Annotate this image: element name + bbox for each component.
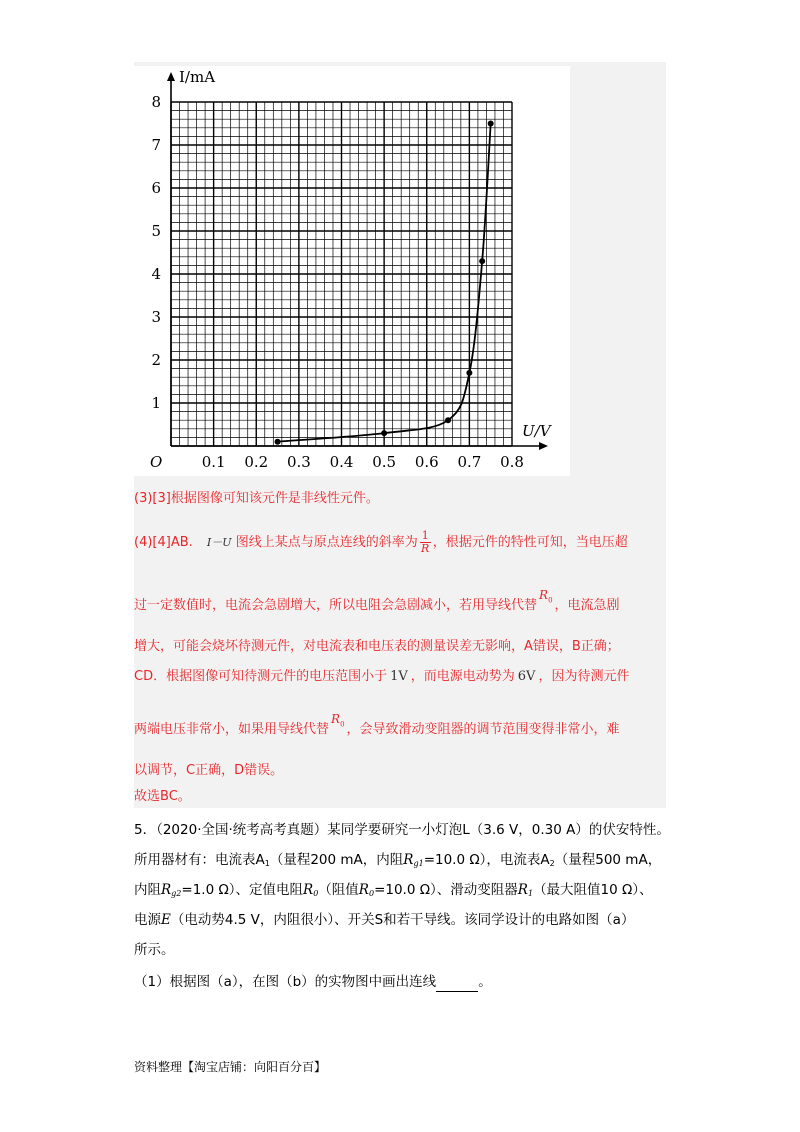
value-6v: 6V (517, 669, 536, 684)
q-text-3c: （阻值 (318, 882, 359, 898)
iu-chart-svg (134, 66, 570, 476)
y-axis-label: I/mA (179, 68, 216, 86)
answer-final: 故选BC。 (134, 789, 191, 804)
question-line4 (134, 910, 634, 930)
r0-symbol (539, 586, 553, 609)
x-tick-label: 0.2 (244, 453, 269, 471)
y-tick-label: 8 (151, 93, 161, 111)
question-line1: 5．（2020·全国·统考高考真题）某同学要研究一小灯泡L（3.6 V，0.30 A）的伏安特性。 (134, 822, 670, 838)
iu-graph (134, 66, 570, 476)
x-axis-label: U/V (522, 422, 551, 440)
q-e-symbol: E (161, 912, 171, 928)
x-tick-label: 0.7 (457, 453, 482, 471)
q-r1: R (517, 882, 528, 898)
answer-part4-line6: 以调节，C正确，D错误。 (134, 763, 284, 778)
data-point (479, 258, 485, 264)
x-axis-arrow (539, 442, 548, 450)
y-tick-label: 4 (151, 265, 161, 283)
y-axis-arrow (167, 72, 175, 81)
r0-sub-2: 0 (340, 720, 345, 729)
question-line6 (134, 972, 492, 992)
q-text-2d: （量程500 mA， (554, 852, 662, 868)
y-tick-label: 7 (151, 136, 161, 154)
frac-den: R (421, 542, 430, 555)
x-tick-label: 0.6 (414, 453, 439, 471)
q-r0: R (303, 882, 314, 898)
text-line5a: 两端电压非常小，如果用导线代替 (134, 722, 330, 737)
x-tick-label: 0.8 (500, 453, 524, 471)
value-1v: 1V (390, 669, 408, 684)
q-r1-sub: 1 (527, 889, 534, 898)
answer-part4-line2 (134, 588, 620, 619)
text-line5b: ，会导致滑动变阻器的调节范围变得非常小，难 (346, 722, 620, 737)
q-r0b: R (358, 882, 369, 898)
q-text-3d: =10.0 Ω）、滑动变阻器 (374, 882, 518, 898)
origin-label: O (150, 453, 163, 471)
q-text-6a: （1）根据图（a），在图（b）的实物图中画出连线 (134, 974, 437, 990)
x-tick-label: 0.3 (286, 453, 311, 471)
x-tick-label: 0.5 (372, 453, 397, 471)
slope-fraction (420, 530, 431, 555)
text-line4a: CD．根据图像可知待测元件的电压范围小于 (134, 669, 388, 684)
q-text-4a: 电源 (134, 912, 161, 928)
q-text-4b: （电动势4.5 V，内阻很小）、开关S和若干导线。该同学设计的电路如图（a） (170, 912, 635, 928)
q-rg2: R (161, 882, 172, 898)
answer-part3: (3)[3]根据图像可知该元件是非线性元件。 (134, 491, 379, 506)
q-text-3b: =1.0 Ω）、定值电阻 (181, 882, 304, 898)
r0-letter: R (539, 588, 549, 602)
data-point (381, 430, 387, 436)
data-point (466, 370, 472, 376)
r0-letter-2: R (331, 712, 341, 726)
text-voltage: ，根据元件的特性可知，当电压超 (432, 535, 628, 550)
answer-part4-line5 (134, 712, 620, 743)
q-rg2-sub: g2 (171, 889, 182, 898)
iu-symbol: I－U (206, 536, 232, 549)
answer-part4-line1 (134, 530, 628, 555)
tick-labels (150, 68, 553, 471)
q-text-2b: （量程200 mA，内阻 (269, 852, 404, 868)
footer-source: 资料整理【淘宝店铺：向阳百分百】 (134, 1060, 327, 1074)
y-tick-label: 2 (151, 351, 161, 369)
q-text-2a: 所用器材有：电流表A (134, 852, 265, 868)
text-line2a: 过一定数值时，电流会急剧增大，所以电阻会急剧减小，若用导线代替 (134, 598, 538, 613)
r0-sub: 0 (548, 596, 553, 605)
data-point (275, 439, 281, 445)
answer-blank[interactable] (436, 977, 478, 992)
y-tick-label: 3 (151, 308, 161, 326)
q-text-2c: =10.0 Ω），电流表A (423, 852, 550, 868)
question-line2 (134, 850, 661, 874)
x-tick-label: 0.1 (201, 453, 226, 471)
question-line3 (134, 880, 653, 904)
q-text-6b: 。 (478, 974, 492, 990)
text-slope: 图线上某点与原点连线的斜率为 (235, 535, 418, 550)
q-sub-a2: 2 (549, 859, 555, 868)
r0-symbol-2 (331, 710, 345, 733)
q-text-3e: （最大阻值10 Ω）、 (533, 882, 653, 898)
text-line2b: ，电流急剧 (554, 598, 620, 613)
y-tick-label: 5 (151, 222, 161, 240)
q-text-3a: 内阻 (134, 882, 161, 898)
y-tick-label: 1 (151, 394, 161, 412)
x-tick-label: 0.4 (329, 453, 354, 471)
frac-num: 1 (421, 529, 429, 542)
q-sub-a1: 1 (264, 859, 270, 868)
text-line4c: ，因为待测元件 (538, 669, 630, 684)
answer-part4-line3: 增大，可能会烧坏待测元件，对电流表和电压表的测量误差无影响，A错误，B正确； (134, 639, 620, 654)
q-r0b-sub: 0 (368, 889, 375, 898)
answer-part4-line4 (134, 668, 629, 686)
question-line5: 所示。 (134, 942, 175, 958)
q-rg1: R (403, 852, 414, 868)
q-r0-sub: 0 (313, 889, 319, 898)
q-rg1-sub: g1 (413, 859, 424, 868)
answer-label: (4)[4]AB. (134, 535, 193, 550)
text-line4b: ，而电源电动势为 (410, 669, 515, 684)
data-point (488, 121, 494, 127)
data-point (445, 417, 451, 423)
y-tick-label: 6 (151, 179, 161, 197)
